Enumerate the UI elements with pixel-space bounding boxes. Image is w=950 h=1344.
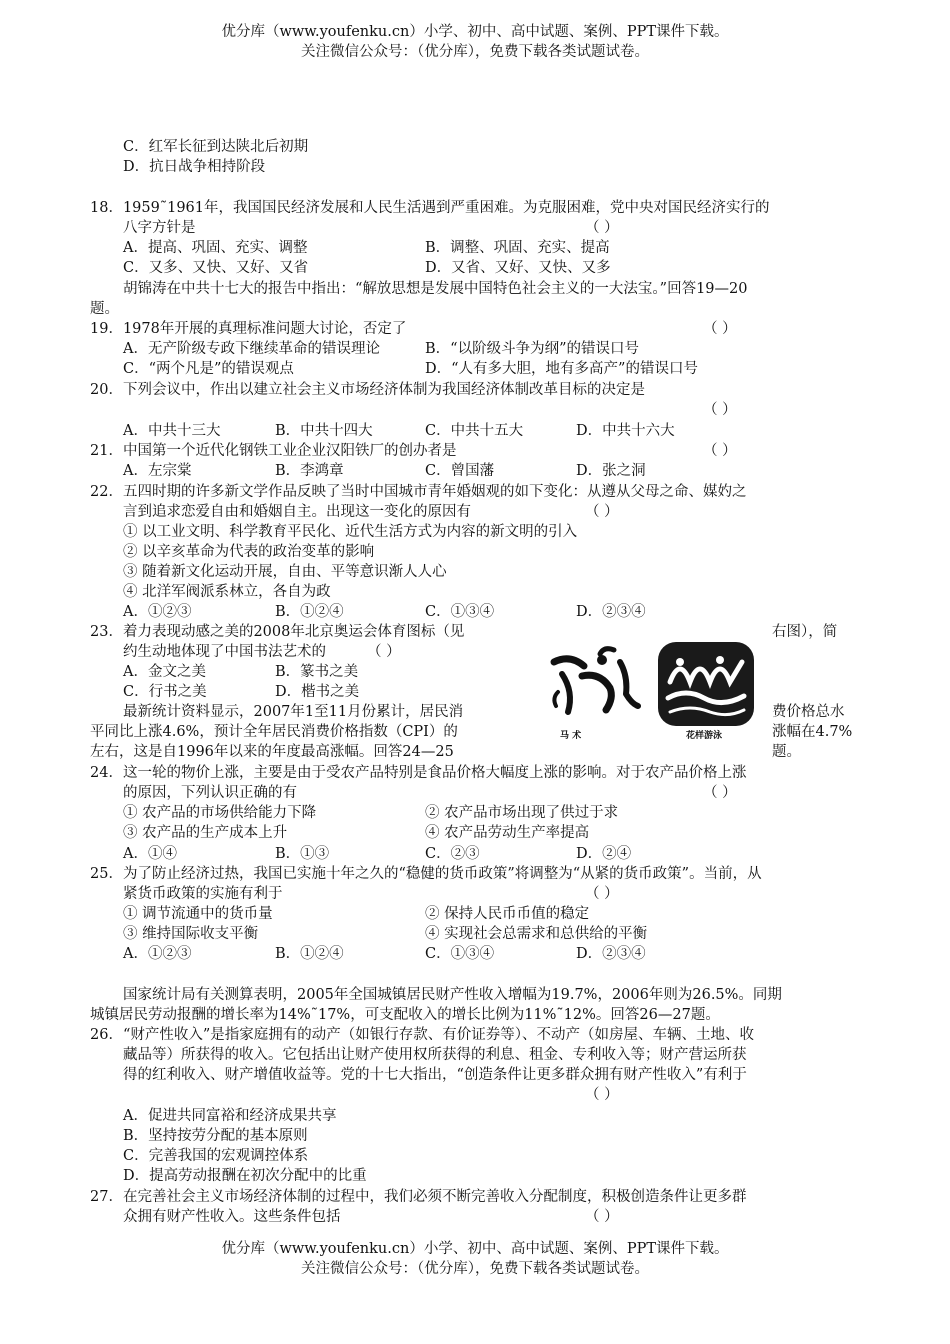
- q24-option-a: A．①④: [123, 846, 177, 862]
- q24-stem-line-2: 的原因，下列认识正确的有: [123, 785, 297, 801]
- intro19-line-1: 胡锦涛在中共十七大的报告中指出：“解放思想是发展中国特色社会主义的一大法宝。”回答19—20: [123, 281, 748, 297]
- intro24-line-3-right: 题。: [772, 744, 801, 760]
- q21-stem: 21．中国第一个近代化钢铁工业企业汉阳铁厂的创办者是: [90, 443, 457, 459]
- q21-answer-paren: （ ）: [703, 443, 737, 459]
- q25-option-a: A．①②③: [123, 946, 192, 962]
- q23-stem-line-1-right: 右图），简: [772, 624, 838, 640]
- q25-statement-3: ③ 维持国际收支平衡: [123, 926, 259, 942]
- q24-stem-line-1: 24．这一轮的物价上涨，主要是由于受农产品特别是食品价格大幅度上涨的影响。对于农产品价格上涨: [90, 765, 747, 781]
- q18-option-b: B．调整、巩固、充实、提高: [425, 240, 610, 256]
- equestrian-pictogram: [554, 649, 638, 712]
- q24-answer-paren: （ ）: [703, 785, 737, 801]
- q26-option-b: B．坚持按劳分配的基本原则: [123, 1128, 308, 1144]
- q24-option-d: D．②④: [576, 846, 632, 862]
- q26-stem-line-3: 得的红利收入、财产增值收益等。党的十七大指出，“创造条件让更多群众拥有财产性收入”有利于: [123, 1067, 747, 1083]
- q23-stem-line-2: 约生动地体现了中国书法艺术的: [123, 644, 326, 660]
- q18-stem-line-2: 八字方针是: [123, 220, 196, 236]
- q22-statement-4: ④ 北洋军阀派系林立，各自为政: [123, 584, 331, 600]
- q18-stem-line-1: 18．1959˜1961年，我国国民经济发展和人民生活遇到严重困难。为克服困难，党中央对国民经济实行的: [90, 200, 770, 216]
- intro24-line-2-right: 涨幅在4.7%: [772, 724, 853, 740]
- equestrian-label: 马 术: [560, 731, 582, 741]
- q26-stem-line-1: 26．“财产性收入”是指家庭拥有的动产（如银行存款、有价证券等）、不动产（如房屋、车辆、土地、收: [90, 1027, 755, 1043]
- footer-line-2: 关注微信公众号：（优分库），免费下载各类试题试卷。: [301, 1261, 649, 1277]
- q25-option-b: B．①②④: [275, 946, 344, 962]
- q21-option-a: A．左宗棠: [123, 463, 192, 479]
- q26-option-a: A．促进共同富裕和经济成果共享: [123, 1108, 337, 1124]
- q22-statement-2: ② 以辛亥革命为代表的政治变革的影响: [123, 544, 375, 560]
- q20-option-b: B．中共十四大: [275, 423, 373, 439]
- q22-option-a: A．①②③: [123, 604, 192, 620]
- q25-option-c: C．①③④: [425, 946, 495, 962]
- intro26-line-2: 城镇居民劳动报酬的增长率为14%˜17%，可支配收入的增长比例为11%˜12%。回答26—27题。: [90, 1007, 720, 1023]
- q20-option-d: D．中共十六大: [576, 423, 675, 439]
- q24-statement-3: ③ 农产品的生产成本上升: [123, 825, 288, 841]
- q22-statement-1: ① 以工业文明、科学教育平民化、近代生活方式为内容的新文明的引入: [123, 524, 578, 540]
- q25-statement-1: ① 调节流通中的货币量: [123, 906, 273, 922]
- q25-stem-line-1: 25．为了防止经济过热，我国已实施十年之久的“稳健的货币政策”将调整为“从紧的货币政策”。当前，从: [90, 866, 762, 882]
- q23-option-d: D．楷书之美: [275, 684, 360, 700]
- q21-option-b: B．李鸿章: [275, 463, 344, 479]
- q23-option-c: C．行书之美: [123, 684, 207, 700]
- q27-stem-line-1: 27．在完善社会主义市场经济体制的过程中，我们必须不断完善收入分配制度，积极创造条件让更多群: [90, 1189, 747, 1205]
- q22-stem-line-1: 22．五四时期的许多新文学作品反映了当时中国城市青年婚姻观的如下变化：从遵从父母之命、媒妁之: [90, 484, 747, 500]
- swimming-pictogram: [658, 642, 754, 726]
- intro26-line-1: 国家统计局有关测算表明，2005年全国城镇居民财产性收入增幅为19.7%，2006年则为26.5%。同期: [123, 987, 782, 1003]
- intro19-line-2: 题。: [90, 301, 119, 317]
- header-line-2: 关注微信公众号：（优分库），免费下载各类试题试卷。: [301, 44, 649, 60]
- q25-answer-paren: （ ）: [585, 886, 619, 902]
- swimming-label: 花样游泳: [686, 731, 723, 741]
- q26-option-c: C．完善我国的宏观调控体系: [123, 1148, 309, 1164]
- q18-option-a: A．提高、巩固、充实、调整: [123, 240, 308, 256]
- q19-option-b: B．“以阶级斗争为纲”的错误口号: [425, 341, 639, 357]
- q25-stem-line-2: 紧货币政策的实施有利于: [123, 886, 283, 902]
- q17-option-d: D．抗日战争相持阶段: [123, 159, 266, 175]
- q24-statement-4: ④ 农产品劳动生产率提高: [425, 825, 590, 841]
- q21-option-c: C．曾国藩: [425, 463, 495, 479]
- q23-stem-line-1-left: 23．着力表现动感之美的2008年北京奥运会体育图标（见: [90, 624, 465, 640]
- q20-stem: 20．下列会议中，作出以建立社会主义市场经济体制为我国经济体制改革目标的决定是: [90, 382, 645, 398]
- footer-line-1: 优分库（www.youfenku.cn）小学、初中、高中试题、案例、PPT课件下载。: [221, 1241, 729, 1257]
- q20-option-a: A．中共十三大: [123, 423, 221, 439]
- q22-statement-3: ③ 随着新文化运动开展，自由、平等意识渐人人心: [123, 564, 447, 580]
- q26-answer-paren: （ ）: [585, 1087, 619, 1103]
- q20-option-c: C．中共十五大: [425, 423, 524, 439]
- q25-statement-4: ④ 实现社会总需求和总供给的平衡: [425, 926, 648, 942]
- q23-option-a: A．金文之美: [123, 664, 206, 680]
- q20-answer-paren: （ ）: [703, 402, 737, 418]
- q23-option-b: B．篆书之美: [275, 664, 359, 680]
- q26-stem-line-2: 藏品等）所获得的收入。它包括出让财产使用权所获得的利息、租金、专利收入等；财产营运所获: [123, 1047, 747, 1063]
- q18-option-c: C．又多、又快、又好、又省: [123, 260, 309, 276]
- intro24-line-1-left: 最新统计资料显示，2007年1至11月份累计，居民消: [123, 704, 464, 720]
- q17-option-c: C．红军长征到达陕北后初期: [123, 139, 309, 155]
- q24-option-b: B．①③: [275, 846, 330, 862]
- intro24-line-3-left: 左右，这是自1996年以来的年度最高涨幅。回答24—25: [90, 744, 454, 760]
- q27-answer-paren: （ ）: [585, 1209, 619, 1225]
- q27-stem-line-2: 众拥有财产性收入。这些条件包括: [123, 1209, 341, 1225]
- q21-option-d: D．张之洞: [576, 463, 646, 479]
- intro24-line-1-right: 费价格总水: [772, 704, 845, 720]
- q19-option-a: A．无产阶级专政下继续革命的错误理论: [123, 341, 380, 357]
- q23-answer-paren: （ ）: [367, 644, 401, 660]
- q18-answer-paren: （ ）: [585, 220, 619, 236]
- q18-option-d: D．又省、又好、又快、又多: [425, 260, 611, 276]
- q19-option-c: C．“两个凡是”的错误观点: [123, 361, 294, 377]
- olympic-pictograms-figure: [540, 632, 762, 750]
- q24-statement-2: ② 农产品市场出现了供过于求: [425, 805, 619, 821]
- q24-statement-1: ① 农产品的市场供给能力下降: [123, 805, 317, 821]
- q22-stem-line-2: 言到追求恋爱自由和婚姻自主。出现这一变化的原因有: [123, 504, 471, 520]
- q19-answer-paren: （ ）: [703, 321, 737, 337]
- intro24-line-2-left: 平同比上涨4.6%，预计全年居民消费价格指数（CPI）的: [90, 724, 458, 740]
- header-line-1: 优分库（www.youfenku.cn）小学、初中、高中试题、案例、PPT课件下载。: [221, 24, 729, 40]
- q19-option-d: D．“人有多大胆，地有多高产”的错误口号: [425, 361, 698, 377]
- q24-option-c: C．②③: [425, 846, 480, 862]
- q22-answer-paren: （ ）: [585, 504, 619, 520]
- q25-statement-2: ② 保持人民币币值的稳定: [425, 906, 590, 922]
- q22-option-b: B．①②④: [275, 604, 344, 620]
- q19-stem: 19．1978年开展的真理标准问题大讨论，否定了: [90, 321, 407, 337]
- q26-option-d: D．提高劳动报酬在初次分配中的比重: [123, 1168, 367, 1184]
- q22-option-d: D．②③④: [576, 604, 646, 620]
- q25-option-d: D．②③④: [576, 946, 646, 962]
- q22-option-c: C．①③④: [425, 604, 495, 620]
